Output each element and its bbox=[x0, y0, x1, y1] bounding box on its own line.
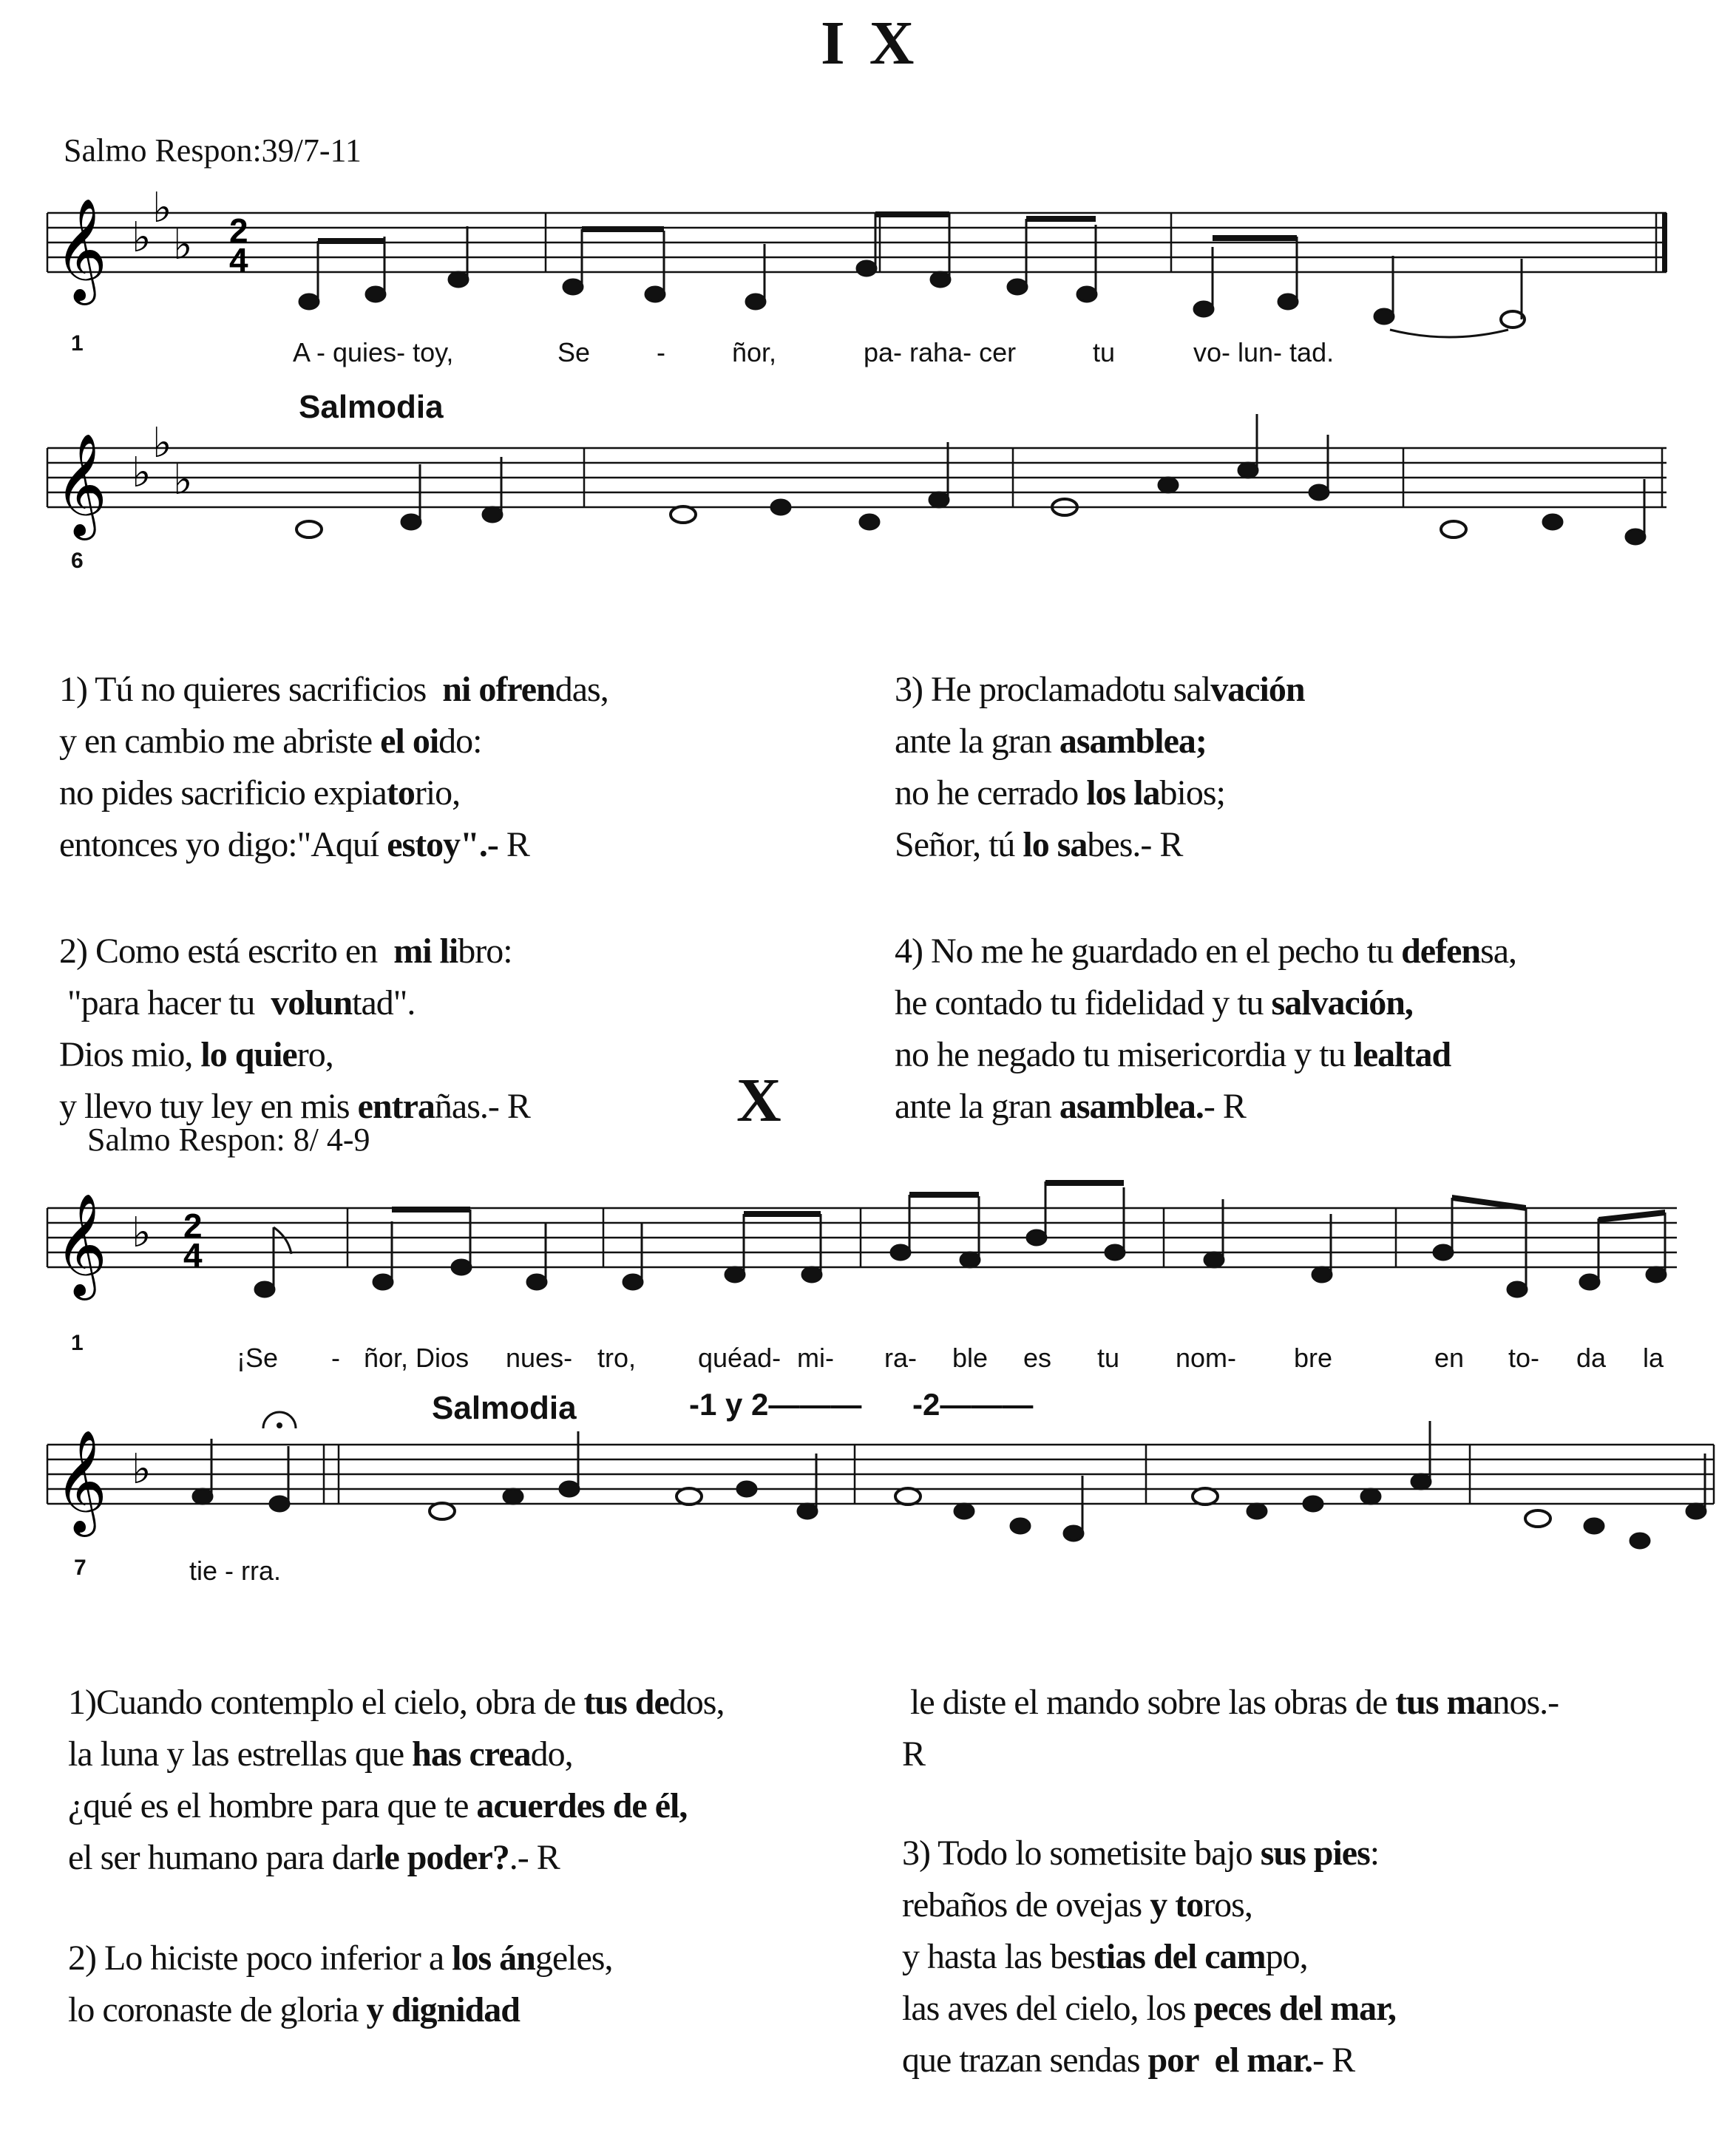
flat-icon: ♭ bbox=[173, 456, 193, 504]
psalm-x-lyric: tro, bbox=[597, 1343, 637, 1373]
psalm-x-lyric: ¡Se bbox=[237, 1343, 279, 1373]
flat-icon: ♭ bbox=[132, 449, 152, 497]
stanza-line: que trazan sendas por el mar.- R bbox=[902, 2041, 1355, 2080]
stanza-line: no he cerrado los labios; bbox=[895, 773, 1225, 813]
time-signature-icon: 4 bbox=[183, 1236, 203, 1275]
psalm-x-ending-marker-2: -2——— bbox=[912, 1387, 1034, 1422]
flat-icon: ♭ bbox=[132, 214, 152, 262]
psalm-x-lyric: ñor, Dios bbox=[364, 1343, 469, 1373]
psalm-x-lyric: es bbox=[1023, 1343, 1052, 1373]
psalm-ix-title: I X bbox=[821, 9, 919, 78]
stanza-line: 4) No me he guardado en el pecho tu defensa, bbox=[895, 932, 1517, 971]
flat-icon: ♭ bbox=[132, 1209, 152, 1257]
stanza-line: he contado tu fidelidad y tu salvación, bbox=[895, 983, 1413, 1022]
psalm-x-lyric: la bbox=[1643, 1343, 1664, 1373]
stanza-line: 1)Cuando contemplo el cielo, obra de tus dedos, bbox=[68, 1683, 725, 1722]
stanza-line: Dios mio, lo quiero, bbox=[59, 1035, 333, 1074]
stanza-line: no he negado tu misericordia y tu lealtad bbox=[895, 1035, 1451, 1074]
psalm-x-lyric: en bbox=[1434, 1343, 1465, 1373]
flat-icon: ♭ bbox=[152, 419, 172, 467]
flat-icon: ♭ bbox=[173, 221, 193, 269]
psalm-x-stanza-2 bbox=[68, 1933, 612, 2036]
stanza-line: y llevo tuy ley en mis entrañas.- R bbox=[59, 1087, 530, 1126]
psalm-x-lyric-line-2: tie - rra. bbox=[189, 1556, 282, 1586]
stanza-line: "para hacer tu voluntad". bbox=[59, 983, 416, 1022]
psalm-x-salmodia-label: Salmodia bbox=[432, 1390, 577, 1426]
stanza-line: 2) Lo hiciste poco inferior a los ángeles, bbox=[68, 1939, 613, 1978]
psalm-ix-lyric: - bbox=[657, 337, 665, 367]
psalm-ix-lyric: A - quies- toy, bbox=[293, 337, 454, 367]
psalm-x-lyric: ble bbox=[952, 1343, 989, 1373]
psalm-x-ending-marker-1: -1 y 2——— bbox=[689, 1387, 862, 1422]
stanza-line: ante la gran asamblea; bbox=[895, 722, 1207, 761]
stanza-line: 1) Tú no quieres sacrificios ni ofrendas, bbox=[59, 670, 608, 709]
psalm-ix-lyric: vo- lun- tad. bbox=[1193, 337, 1335, 367]
psalm-x-stanza-4 bbox=[902, 1828, 1396, 2086]
stanza-line: rebaños de ovejas y toros, bbox=[902, 1885, 1252, 1924]
stanza-line: y hasta las bestias del campo, bbox=[902, 1937, 1308, 1976]
psalm-x-title: X bbox=[736, 1066, 786, 1135]
stanza-line: le diste el mando sobre las obras de tus manos.- bbox=[902, 1683, 1559, 1722]
psalm-ix-system-2-number: 6 bbox=[71, 549, 84, 573]
psalm-x-system-2-number: 7 bbox=[74, 1556, 87, 1580]
time-signature-icon: 2 bbox=[229, 211, 248, 250]
stanza-line: ante la gran asamblea.- R bbox=[895, 1087, 1246, 1126]
psalm-x-stanza-1 bbox=[68, 1677, 724, 1884]
psalm-ix-lyric: ñor, bbox=[732, 337, 777, 367]
psalm-x-system-1-number: 1 bbox=[71, 1331, 84, 1355]
psalm-x-lyric: nom- bbox=[1176, 1343, 1237, 1373]
psalm-x-lyric: - bbox=[331, 1343, 340, 1373]
stanza-line: y en cambio me abriste el oido: bbox=[59, 722, 482, 761]
treble-clef-icon: 𝄞 bbox=[55, 1430, 107, 1533]
time-signature-icon: 4 bbox=[229, 241, 248, 279]
psalm-x-stanza-3 bbox=[902, 1677, 1559, 1780]
psalm-x-lyric: da bbox=[1576, 1343, 1607, 1373]
psalm-x-lyric: to- bbox=[1508, 1343, 1540, 1373]
time-signature-icon: 2 bbox=[183, 1207, 203, 1245]
psalm-ix-lyric: Se bbox=[557, 337, 591, 367]
flat-icon: ♭ bbox=[132, 1445, 152, 1493]
psalm-ix-lyric: pa- raha- cer bbox=[864, 337, 1017, 367]
psalm-x-lyric: bre bbox=[1294, 1343, 1333, 1373]
psalm-x-lyric: quéad- bbox=[698, 1343, 781, 1373]
psalm-ix-lyric: tu bbox=[1093, 337, 1116, 367]
stanza-line: Señor, tú lo sabes.- R bbox=[895, 825, 1183, 864]
stanza-line: 2) Como está escrito en mi libro: bbox=[59, 932, 512, 971]
psalm-x-lyric: tu bbox=[1097, 1343, 1120, 1373]
stanza-line: 3) He proclamadotu salvación bbox=[895, 670, 1305, 709]
flat-icon: ♭ bbox=[152, 184, 172, 232]
stanza-line: ¿qué es el hombre para que te acuerdes de él, bbox=[68, 1786, 688, 1825]
stanza-line: las aves del cielo, los peces del mar, bbox=[902, 1989, 1397, 2028]
psalm-x-lyric: mi- bbox=[797, 1343, 834, 1373]
stanza-line: R bbox=[902, 1734, 926, 1774]
treble-clef-icon: 𝄞 bbox=[55, 198, 107, 301]
stanza-line: lo coronaste de gloria y dignidad bbox=[68, 1990, 520, 2029]
psalm-x-reference: Salmo Respon: 8/ 4-9 bbox=[87, 1122, 370, 1158]
psalm-ix-salmodia-label: Salmodia bbox=[299, 389, 444, 425]
psalm-ix-reference: Salmo Respon:39/7-11 bbox=[64, 132, 362, 169]
stanza-line: el ser humano para darle poder?.- R bbox=[68, 1838, 560, 1877]
psalm-x-lyric: nues- bbox=[506, 1343, 573, 1373]
treble-clef-icon: 𝄞 bbox=[55, 433, 107, 536]
stanza-line: la luna y las estrellas que has creado, bbox=[68, 1734, 573, 1774]
psalm-x-lyric: ra- bbox=[884, 1343, 917, 1373]
treble-clef-icon: 𝄞 bbox=[55, 1193, 107, 1296]
psalm-ix-system-1-number: 1 bbox=[71, 331, 84, 356]
stanza-line: entonces yo digo:"Aquí estoy".- R bbox=[59, 825, 529, 864]
stanza-line: 3) Todo lo sometisite bajo sus pies: bbox=[902, 1834, 1380, 1873]
stanza-line: no pides sacrificio expiatorio, bbox=[59, 773, 461, 813]
